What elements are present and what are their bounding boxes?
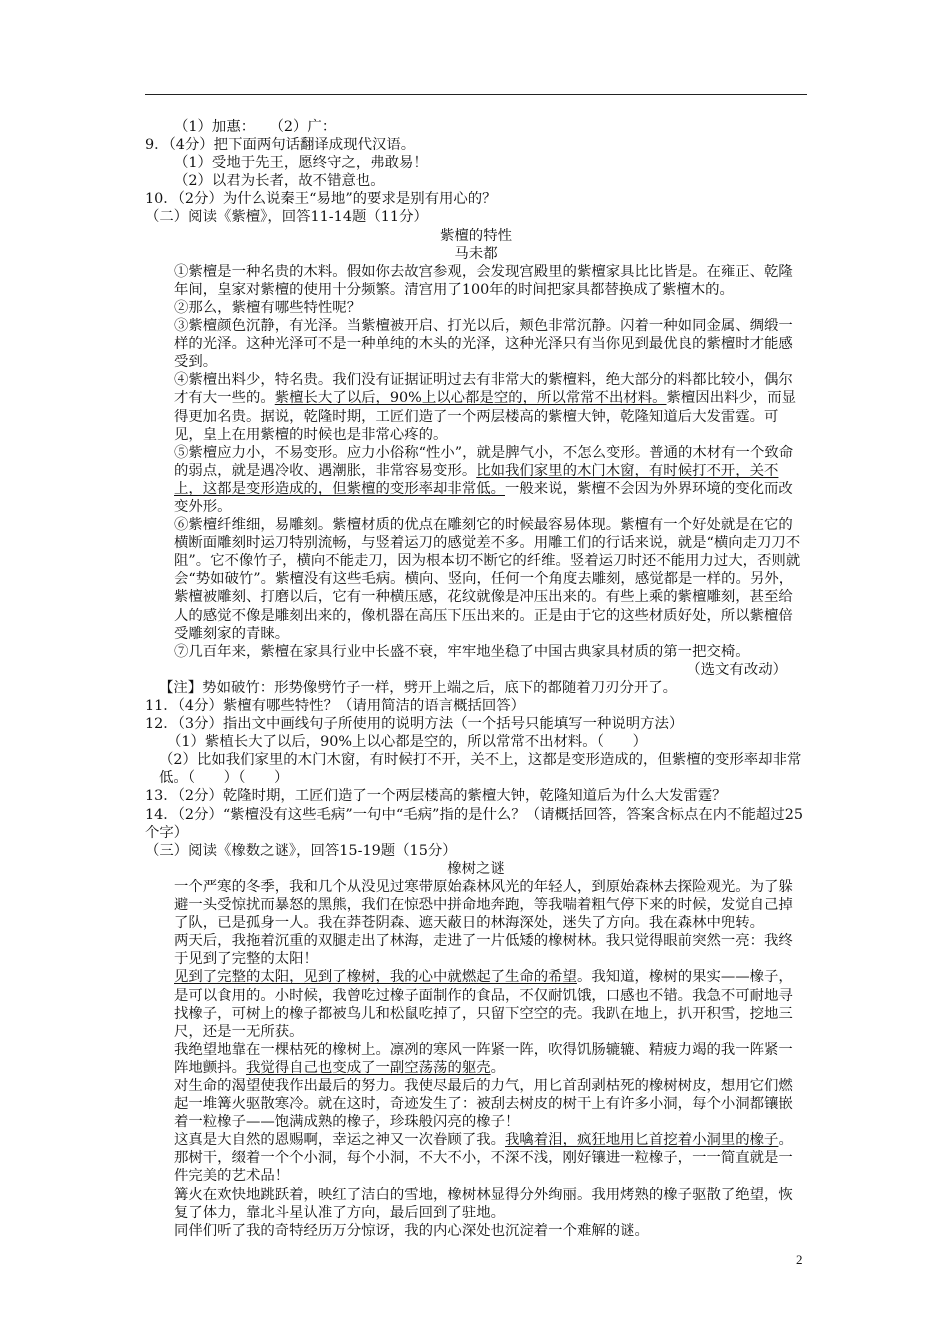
paragraph-2: ②那么，紫檀有哪些特性呢？ — [174, 299, 362, 316]
annotation-note: 【注】势如破竹：形势像劈竹子一样，劈开上端之后，底下的都随着刀刃分开了。 — [159, 679, 678, 696]
paragraph-7: ⑦几百年来，紫檀在家具行业中长盛不衰，牢牢地坐稳了中国古典家具材质的第一把交椅。 — [174, 643, 750, 660]
question-9: 9．（4分）把下面两句话翻译成现代汉语。 — [145, 137, 416, 154]
question-12-item-2: （2）比如我们家里的木门木窗，有时候打不开，关不上，这都是变形造成的，但紫檀的变形率却非常低。（ ）（ ） — [159, 752, 802, 787]
section-2-heading: （二）阅读《紫檀》，回答11-14题（11分） — [145, 209, 428, 226]
paragraph-5 — [145, 444, 807, 516]
question-10: 10．（2分）为什么说秦王“易地”的要求是别有用心的？ — [145, 191, 497, 208]
story-paragraph-1: 一个严寒的冬季，我和几个从没见过寒带原始森林风光的年轻人，到原始森林去探险观光。为了躲避一头受惊扰而暴怒的黑熊，我们在惊恐中拼命地奔跑，等我喘着粗气停下来的时候，发觉自己掉了队，已是孤身一人。我在莽苍阴森、遮天蔽日的林海深处，迷失了方向。我在森林中兜转。 — [174, 878, 793, 932]
story-paragraph-8: 同伴们听了我的奇特经历万分惊讶，我的内心深处也沉淀着一个难解的谜。 — [174, 1222, 649, 1239]
story-paragraph-4-text-b: 。 — [490, 1059, 506, 1076]
story-paragraph-7: 篝火在欢快地跳跃着，映红了洁白的雪地，橡树林显得分外绚丽。我用烤熟的橡子驱散了绝望，恢复了体力，靠北斗星认准了方向，最后回到了驻地。 — [174, 1186, 793, 1221]
underlined-sentence-2: 比如我们家里的木门木窗，有时候打不开，关不上，这都是变形造成的，但紫檀的变形率却非常低。 — [174, 462, 779, 497]
page-number: 2 — [796, 1252, 803, 1267]
underlined-sentence-4: 我觉得自己也变成了一副空荡荡的躯壳 — [245, 1059, 491, 1076]
story-paragraph-2: 两天后，我拖着沉重的双腿走出了林海，走进了一片低矮的橡树林。我只觉得眼前突然一亮：我终于见到了完整的太阳！ — [174, 933, 793, 968]
question-12: 12．（3分）指出文中画线句子所使用的说明方法（一个括号只能填写一种说明方法） — [145, 716, 684, 733]
paragraph-1: ①紫檀是一种名贵的木料。假如你去故宫参观，会发现宫殿里的紫檀家具比比皆是。在雍正、乾隆年间，皇家对紫檀的使用十分频繁。清宫用了100年的时间把家具都替换成了紫檀木的。 — [174, 263, 793, 298]
story-paragraph-5: 对生命的渴望使我作出最后的努力。我使尽最后的力气，用匕首刮剥枯死的橡树树皮，想用它们燃起一堆篝火驱散寒冷。就在这时，奇迹发生了：被刮去树皮的树干上有许多小洞，每个小洞都镶嵌着一粒橡子——饱满成熟的橡子，珍珠般闪亮的橡子！ — [174, 1077, 793, 1131]
underlined-sentence-1: 紫檀长大了以后，90%上以心都是空的，所以常常不出材料。 — [274, 390, 667, 407]
question-13: 13．（2分）乾隆时期，工匠们造了一个两层楼高的紫檀大钟，乾隆知道后为什么大发雷霆？ — [145, 788, 727, 805]
paragraph-5-text-a: ⑤紫檀应力小，不易变形。应力小俗称“性小”，就是脾气小，不怎么变形。普通的木材有一个致命的弱点，就是遇冷收、遇潮胀，非常容易变形。 — [174, 444, 794, 479]
question-11: 11．（4分）紫檀有哪些特性？（请用简洁的语言概括回答） — [145, 698, 526, 714]
story-paragraph-4 — [145, 1041, 807, 1077]
article-title-zitan: 紫檀的特性 — [440, 227, 512, 244]
paragraph-4-text-b: 紫檀因出料少，而显得更加名贵。据说，乾隆时期，工匠们造了一个两层楼高的紫檀大钟，乾隆知道后大发雷霆。可见，皇上在用紫檀的时候也是非常心疼的。 — [174, 390, 797, 443]
story-paragraph-6-text-b: 。那树干，缀着一个个小洞，每个小洞，不大不小，不深不浅，刚好镶进一粒橡子，一一简直就是一件完美的艺术品！ — [174, 1132, 793, 1185]
article-title-oak: 橡树之谜 — [447, 860, 505, 877]
question-9-item-1: （1）受地于先王，愿终守之，弗敢易！ — [174, 155, 428, 172]
article-author: 马未都 — [454, 245, 498, 262]
story-paragraph-6-text-a: 这真是大自然的恩赐啊，幸运之神又一次眷顾了我。 — [174, 1132, 505, 1149]
underlined-sentence-3: 见到了完整的太阳，见到了橡树，我的心中就燃起了生命的希望 — [174, 969, 577, 986]
paragraph-6: ⑥紫檀纤维细，易雕刻。紫檀材质的优点在雕刻它的时候最容易体现。紫檀有一个好处就是在它的横断面雕刻时运刀特别流畅，与竖着运刀的感觉差不多。用雕工们的行话来说，就是“横向走刀刀不阻”。它不像竹子，横向不能走刀，因为根本切不断它的纤维。竖着运刀时还不能用力过大，否则就会“势如破竹”。紫檀没有这些毛病。横向、竖向，任何一个角度去雕刻，感觉都是一样的。另外，紫檀被雕刻、打磨以后，它有一种横压感，花纹就像是冲压出来的。有些上乘的紫檀雕刻，甚至给人的感觉不像是雕刻出来的，像机器在高压下压出来的。正是由于它的这些材质好处，所以紫檀倍受雕刻家的青睐。 — [174, 517, 801, 642]
paragraph-3: ③紫檀颜色沉静，有光泽。当紫檀被开启、打光以后，颊色非常沉静。闪着一种如同金属、绸缎一样的光泽。这种光泽可不是一种单纯的木头的光泽，这种光泽只有当你见到最优良的紫檀时才能感受到。 — [174, 318, 793, 371]
question-9-item-2: （2）以君为长者，故不错意也。 — [174, 173, 385, 190]
story-paragraph-3 — [145, 968, 807, 1040]
source-note: （选文有改动） — [686, 661, 787, 678]
section-3-heading: （三）阅读《橡数之谜》，回答15-19题（15分） — [145, 842, 457, 859]
question-14: 14．（2分）“紫檀没有这些毛病”一句中“毛病”指的是什么？（请概括回答，答案含标点在内不能超过25个字） — [145, 806, 804, 841]
story-paragraph-4-text-a: 我绝望地靠在一棵枯死的橡树上。凛冽的寒风一阵紧一阵，吹得饥肠辘辘、精疲力竭的我一阵紧一阵地颤抖。 — [174, 1041, 793, 1076]
header-rule — [145, 94, 807, 95]
question-12-item-1: （1）紫植长大了以后，90%上以心都是空的，所以常常不出材料。（ ） — [167, 734, 648, 751]
paragraph-5-text-b: 一般来说，紫檀不会因为外界环境的变化而改变外形。 — [174, 480, 793, 515]
document-body — [145, 118, 807, 1240]
answer-line-definitions: （1）加惠： （2）广： — [174, 119, 337, 135]
story-paragraph-6 — [145, 1131, 807, 1185]
paragraph-4-text-a: ④紫檀出料少，特名贵。我们没有证据证明过去有非常大的紫檀料，绝大部分的料都比较小，偶尔才有大一些的。 — [174, 372, 793, 407]
paragraph-4 — [145, 371, 807, 443]
underlined-sentence-5: 我噙着泪，疯狂地用匕首挖着小洞里的橡子 — [505, 1132, 779, 1149]
story-paragraph-3-text: 。我知道，橡树的果实——橡子，是可以食用的。小时候，我曾吃过橡子面制作的食品，不仅耐饥饿，口感也不错。我急不可耐地寻找橡子，可树上的橡子都被鸟儿和松鼠吃掉了，只留下空空的壳。我趴在地上，扒开积雪，挖地三尺，还是一无所获。 — [174, 969, 793, 1040]
